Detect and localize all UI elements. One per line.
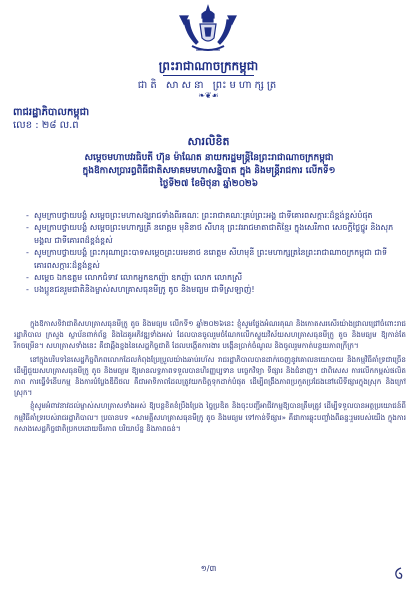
royal-coat-of-arms-icon <box>176 4 240 56</box>
salutation-text: សូមក្រាបថ្វាយបង្គំ សម្ដេចព្រះមហាសង្ឃរាជទាំងពីរគណៈ ព្រះរាជាគណៈគ្រប់ព្រះអង្គ ជាទីគោរពសក្ការៈដ៏ខ្ពង់ខ្ពស់បំផុត <box>34 211 373 220</box>
salutation-text: សូមក្រាបថ្វាយបង្គំ សម្ដេចព្រះមហាក្សត្រី នរោត្ដម មុនិនាថ សីហនុ ព្រះវររាជមាតាជាតិខ្មែរ ក្នុងសេរីភាព សេចក្ដីថ្លៃថ្នូរ និងសុភមង្គល ជាទីគោរពដ៏ខ្ពង់ខ្ពស់ <box>34 223 394 245</box>
salutation-item: - សូមក្រាបថ្វាយបង្គំ សម្ដេចព្រះមហាសង្ឃរាជទាំងពីរគណៈ ព្រះរាជាគណៈគ្រប់ព្រះអង្គ ជាទីគោរពសក្ការៈដ៏ខ្ពង់ខ្ពស់បំផុត <box>26 210 396 222</box>
kingdom-name: ព្រះរាជាណាចក្រកម្ពុជា <box>158 59 259 73</box>
salutation-item: - សម្ដេច ឯកឧត្ដម លោកជំទាវ លោកអ្នកឧកញ៉ា ឧកញ៉ា លោក លោកស្រី <box>26 272 396 284</box>
reference-number: លេខ : ២៨ ល.ព <box>13 120 79 131</box>
title-line: សម្ដេចមហាបវរធិបតី ហ៊ុន ម៉ាណែត នាយករដ្ឋមន្ត្រីនៃព្រះរាជាណាចក្រកម្ពុជា <box>84 153 334 163</box>
salutation-text: សម្ដេច ឯកឧត្ដម លោកជំទាវ លោកអ្នកឧកញ៉ា ឧកញ៉ា លោក លោកស្រី <box>34 273 243 283</box>
document-type: សារលិខិត <box>187 135 230 148</box>
salutation-item: - បងប្អូនជនរួមជាតិនិងម្ចាស់សហគ្រាសធុនមីក្រូ តូច និងមធ្យម ជាទីស្រឡាញ់! <box>26 284 396 296</box>
salutation-list <box>26 210 396 297</box>
salutation-item: - សូមក្រាបថ្វាយបង្គំ សម្ដេចព្រះមហាក្សត្រី នរោត្ដម មុនិនាថ សីហនុ ព្រះវររាជមាតាជាតិខ្មែរ ក្នុងសេរីភាព សេចក្ដីថ្លៃថ្នូរ និងសុភមង្គល ជាទីគោរពដ៏ខ្ពង់ខ្ពស់ <box>26 222 396 247</box>
page-number: ១/៣ <box>200 564 217 573</box>
salutation-item: - សូមក្រាបថ្វាយបង្គំ ព្រះករុណាព្រះបាទសម្ដេចព្រះបរមនាថ នរោត្ដម សីហមុនី ព្រះមហាក្សត្រនៃព្រះរាជាណាចក្រកម្ពុជា ជាទីគោរពសក្ការៈដ៏ខ្ពង់ខ្ពស់ <box>26 247 396 272</box>
national-motto: ជាតិ សាសនា ព្រះមហាក្សត្រ <box>137 80 280 91</box>
handwritten-initial-icon <box>392 566 404 582</box>
motto-ornament: ❧❦☙ <box>198 91 219 100</box>
title-line: ក្នុងឱកាសប្រារព្ធពិធីជាតិសមាគមមហាសន្និបាត ក្នុង និងមន្ត្រីរាជការ លើកទី១ <box>82 166 336 176</box>
salutation-text: សូមក្រាបថ្វាយបង្គំ ព្រះករុណាព្រះបាទសម្ដេចព្រះបរមនាថ នរោត្ដម សីហមុនី ព្រះមហាក្សត្រនៃព្រះរាជាណាចក្រកម្ពុជា ជាទីគោរពសក្ការៈដ៏ខ្ពង់ខ្ពស់ <box>34 248 388 270</box>
issuing-office: ពាជរដ្ឋាភិបាលកម្ពុជា <box>13 107 90 118</box>
kingdom-underline <box>163 75 254 76</box>
salutation-text: បងប្អូនជនរួមជាតិនិងម្ចាស់សហគ្រាសធុនមីក្រូ តូច និងមធ្យម ជាទីស្រឡាញ់! <box>34 285 255 295</box>
body-paragraph: ក្នុងឱកាសទិវាជាតិសហគ្រាសធុនមីក្រូ តូច និងមធ្យម លើកទី១ ឆ្នាំ២០២៦នេះ ខ្ញុំសូមថ្លែងអំណរគុណ និងកោតសរសើរយ៉ាងជ្រាលជ្រៅចំពោះរាជរដ្ឋាភិបាល ក្រសួង ស្ថាប័នពាក់ព័ន្ធ និងដៃគូអភិវឌ្ឍទាំងអស់ ដែលបានចូលរួមចំណែកលើកស្ទួយវិស័យសហគ្រាសធុនមីក្រូ តូច និងមធ្យម ឱ្យកាន់តែរីកចម្រើន។ សហគ្រាសទាំងនេះ គឺជាឆ្អឹងខ្នងនៃសេដ្ឋកិច្ចជាតិ ដែលបង្កើតការងារ បង្កើនប្រាក់ចំណូល និងចូលរួមកាត់បន្ថយភាពក្រីក្រ។ <box>14 319 406 351</box>
letter-body <box>14 318 406 436</box>
body-paragraph: ខ្ញុំសូមអំពាវនាវដល់ម្ចាស់សហគ្រាសទាំងអស់ ឱ្យបន្តខិតខំប្រឹងប្រែង ច្នៃប្រឌិត និងចុះបញ្ជីអាជីវកម្មឱ្យបានត្រឹមត្រូវ ដើម្បីទទួលបានអត្ថប្រយោជន៍ពីកម្មវិធីគាំទ្ររបស់រាជរដ្ឋាភិបាល។ ប្រធានបទ «សាមគ្គីសហគ្រាសធុនមីក្រូ តូច និងមធ្យម ទៅកាន់ទីផ្សារ» គឺជាការឆ្លុះបញ្ចាំងពីឆន្ទៈរួមរបស់យើង ក្នុងការកសាងសេដ្ឋកិច្ចជាតិប្រកបដោយចីរភាព បរិយាប័ន្ន និងភាពធន់។ <box>14 401 406 433</box>
body-paragraph: នៅក្នុងបរិបទនៃសេដ្ឋកិច្ចពិភពលោកដែលកំពុងប្រែប្រួលយ៉ាងឆាប់រហ័ស រាជរដ្ឋាភិបាលបានដាក់ចេញនូវគោលនយោបាយ និងកម្មវិធីគាំទ្រជាច្រើន ដើម្បីជួយសហគ្រាសធុនមីក្រូ តូច និងមធ្យម ឱ្យមានលទ្ធភាពទទួលបានហិរញ្ញប្បទាន បច្ចេកវិទ្យា ទីផ្សារ និងជំនាញ។ ជាពិសេស ការលើកកម្ពស់ផលិតភាព ការធ្វើទំនើបកម្ម និងការបំប្លែងឌីជីថល គឺជាអាទិភាពដែលត្រូវយកចិត្តទុកដាក់បំផុត ដើម្បីពង្រឹងភាពប្រកួតប្រជែងនៅលើទីផ្សារក្នុងស្រុក និងក្រៅស្រុក។ <box>14 354 406 398</box>
title-line: ថ្ងៃទី២៧ ខែមិថុនា ឆ្នាំ២០២៦ <box>159 179 259 189</box>
